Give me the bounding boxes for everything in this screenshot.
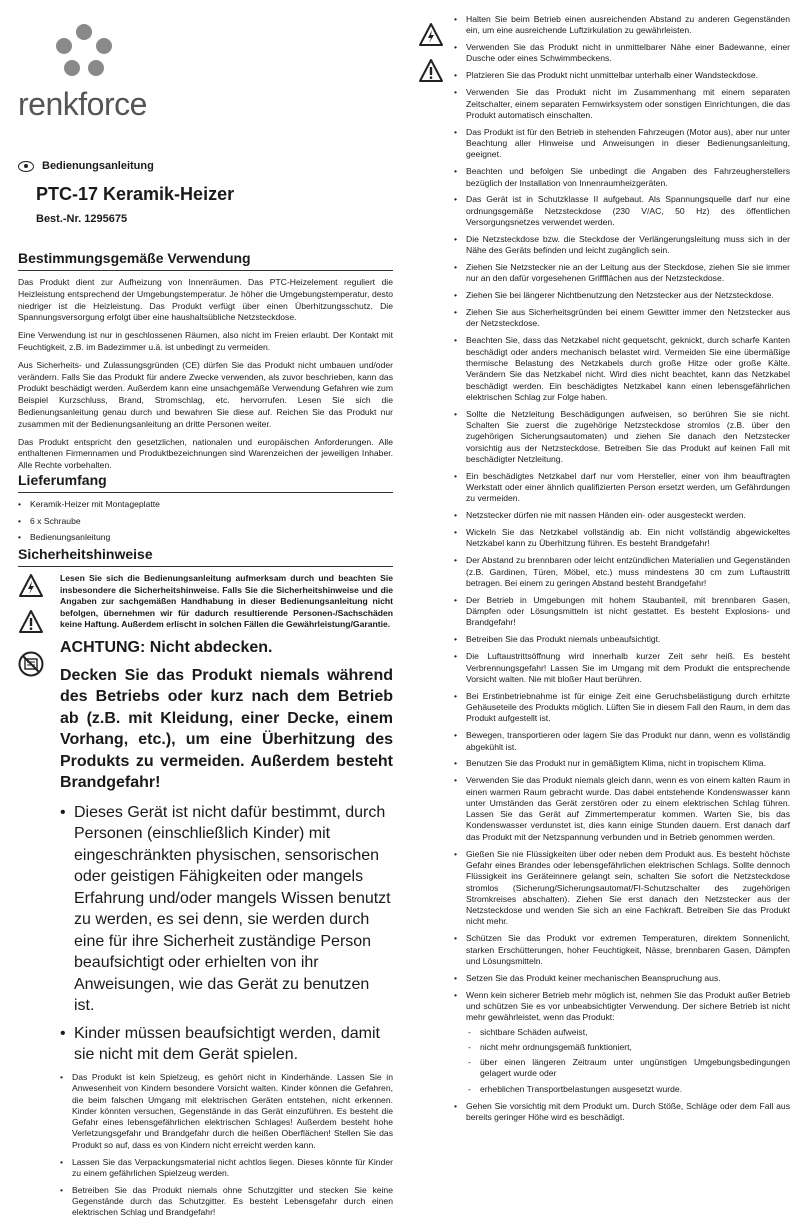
intended-use-section [18, 250, 393, 472]
list-item: • Keramik-Heizer mit Montageplatte [18, 499, 393, 511]
list-item: • Lassen Sie das Verpackungsmaterial nicht achtlos liegen. Dieses könnte für Kinder zu einem gefährlichen Spielzeug werden. [60, 1157, 393, 1180]
list-item: • Ziehen Sie aus Sicherheitsgründen bei einem Gewitter immer den Netzstecker aus der Netzsteckdose. [454, 307, 790, 330]
list-item: • Die Netzsteckdose bzw. die Steckdose der Verlängerungsleitung muss sich in der Nähe des Geräts befinden und leicht zugänglich sein. [454, 234, 790, 257]
big-safety-list [60, 802, 393, 1066]
left-column [18, 160, 393, 1218]
condition-item: - sichtbare Schäden aufweist, [466, 1027, 790, 1038]
renkforce-logo-icon [54, 20, 114, 78]
condition-item: - nicht mehr ordnungsgemäß funktioniert, [466, 1042, 790, 1053]
electric-hazard-icon [418, 22, 444, 48]
scope-heading: Lieferumfang [18, 472, 393, 493]
brand-logo [18, 20, 168, 130]
list-item: • Ein beschädigtes Netzkabel darf nur vom Hersteller, einer von ihm beauftragten Werkstatt oder einer ähnlich qualifizierten Person ersetzt werden, um Gefährdungen zu vermeiden. [454, 471, 790, 505]
eye-icon [18, 161, 34, 172]
right-warning-icons [418, 22, 448, 94]
warning-icons [18, 573, 48, 687]
list-item [454, 990, 790, 1095]
list-item: • Das Produkt ist für den Betrieb in stehenden Fahrzeugen (Motor aus), aber nur unter Beachtung aller Hinweise und Anweisungen in dieser Bedienungsanleitung, geeignet. [454, 127, 790, 161]
list-item: • Das Produkt ist kein Spielzeug, es gehört nicht in Kinderhände. Lassen Sie in Anwesenheit von Kindern besondere Vorsicht walten. Kinder können die Gefahren, die beim falschen Umgang mit elektrischen Geräten entstehen, nicht erkennen. Kinder könnten versuchen, Gegenstände in das Gerät einzuführen. Es besteht die Gefahr eines lebensgefährlichen elektrischen Schlages! Außerdem besteht hohe Verletzungsgefahr und Brandgefahr durch die heißen Oberflächen! Stellen Sie das Produkt so auf, dass es von Kindern nicht erreicht werden kann. [60, 1072, 393, 1151]
list-item: • Verwenden Sie das Produkt nicht im Zusammenhang mit einem separaten Zeitschalter, einem separaten Fernwirksystem oder sonstigen Einrichtungen, die das Produkt automatisch einschalten. [454, 87, 790, 121]
intended-use-heading: Bestimmungsgemäße Verwendung [18, 250, 393, 271]
list-item: • Benutzen Sie das Produkt nur in gemäßigtem Klima, nicht in tropischem Klima. [454, 758, 790, 769]
list-item: • Platzieren Sie das Produkt nicht unmittelbar unterhalb einer Wandsteckdose. [454, 70, 790, 81]
right-safety-list [454, 14, 790, 1123]
list-item: • Die Luftaustrittsöffnung wird innerhalb kurzer Zeit sehr heiß. Es besteht Verbrennungsgefahr! Lassen Sie im Umgang mit dem Produkt die entsprechende Vorsicht walten. Nie mit bloßer Haut berühren. [454, 651, 790, 685]
list-item: • Betreiben Sie das Produkt niemals unbeaufsichtigt. [454, 634, 790, 645]
list-item: • Bedienungsanleitung [18, 532, 393, 544]
scope-section [18, 472, 393, 549]
list-item: • Der Abstand zu brennbaren oder leicht entzündlichen Materialien und Gegenständen (z.B. Gardinen, Türen, Möbel, etc.) muss mindestens 30 cm zum Luftaustritt betragen. Bei einem zu geringen Abstand besteht Brandgefahr! [454, 555, 790, 589]
brand-name: renkforce [18, 86, 147, 122]
cover-warning: Decken Sie das Produkt niemals während des Betriebs oder kurz nach dem Betrieb ab (z.B. mit Kleidung, einer Decke, einem Vorhang, etc.), um eine Überhitzung des Produkts zu vermeiden. Außerdem besteht Brandgefahr! [60, 666, 393, 792]
list-item: • Netzstecker dürfen nie mit nassen Händen ein- oder ausgesteckt werden. [454, 510, 790, 521]
order-number: Best.-Nr. 1295675 [36, 213, 128, 225]
list-item: • Der Betrieb in Umgebungen mit hohem Staubanteil, mit brennbaren Gasen, Dämpfen oder Lösungsmitteln ist nicht gestattet. Es besteht Explosions- und Brandgefahr! [454, 595, 790, 629]
list-item: • Gießen Sie nie Flüssigkeiten über oder neben dem Produkt aus. Es besteht höchste Gefahr eines Brandes oder lebensgefährlichen elektrischen Schlags. Sollte dennoch Flüssigkeit ins Geräteinnere gelangt sein, schalten Sie sofort die Netzsteckdose stromlos (Sicherung/Sicherungsautomat/FI-Schutzschalter des zugehörigen Stromkreises abschalten). Ziehen Sie erst danach den Netzstecker aus der Netzsteckdose und wenden Sie sich an eine Fachkraft. Betreiben Sie das Produkt nicht mehr. [454, 849, 790, 928]
intended-use-paragraph: Das Produkt entspricht den gesetzlichen, nationalen und europäischen Anforderungen. Alle enthaltenen Firmennamen und Produktbezeichnungen sind Warenzeichen der jeweiligen Inhaber. Alle Rechte vorbehalten. [18, 436, 393, 471]
safety-intro: Lesen Sie sich die Bedienungsanleitung aufmerksam durch und beachten Sie insbesondere die Sicherheitshinweise. Falls Sie die Sicherheitshinweise und die Angaben zur sachgemäßen Handhabung in dieser Bedienungsanleitung nicht befolgen, übernehmen wir für dadurch resultierende Personen-/Sachschäden keine Haftung. Außerdem erlischt in solchen Fällen die Gewährleistung/Garantie. [60, 573, 393, 630]
list-item: • Verwenden Sie das Produkt nicht in unmittelbarer Nähe einer Badewanne, einer Dusche oder eines Schwimmbeckens. [454, 42, 790, 65]
condition-intro: Wenn kein sicherer Betrieb mehr möglich ist, nehmen Sie das Produkt außer Betrieb und schützen Sie es vor unbeabsichtigter Verwendung. Der sichere Betrieb ist nicht mehr gewährleistet, wenn das Produkt: [466, 989, 790, 1023]
warning-icon [18, 609, 44, 635]
electric-hazard-icon [18, 573, 44, 599]
condition-item: - über einen längeren Zeitraum unter ungünstigen Umgebungsbedingungen gelagert wurde oder [466, 1057, 790, 1080]
right-column [454, 14, 790, 1129]
list-item: • Halten Sie beim Betrieb einen ausreichenden Abstand zu anderen Gegenständen ein, um eine ausreichende Luftzirkulation zu gewährleisten. [454, 14, 790, 37]
condition-item: - erheblichen Transportbelastungen ausgesetzt wurde. [466, 1084, 790, 1095]
list-item: • Sollte die Netzleitung Beschädigungen aufweisen, so berühren Sie sie nicht. Schalten Sie zuerst die zugehörige Netzsteckdose stromlos (z.B. über den zugehörigen Sicherungsautomaten) und ziehen Sie danach den Netzstecker vorsichtig aus der Netzsteckdose. Betreiben Sie das Produkt auf keinen Fall mit beschädigter Netzleitung. [454, 409, 790, 465]
small-safety-list [60, 1072, 393, 1219]
condition-list [466, 1027, 790, 1095]
manual-label [18, 160, 393, 172]
intended-use-paragraph: Eine Verwendung ist nur in geschlossenen Räumen, also nicht im Freien erlaubt. Der Kontakt mit Feuchtigkeit, z.B. im Badezimmer u.ä. ist unbedingt zu vermeiden. [18, 330, 393, 352]
list-item: • Beachten und befolgen Sie unbedingt die Angaben des Fahrzeugherstellers bezüglich der Installation von Innenraumheizgeräten. [454, 166, 790, 189]
list-item: • Kinder müssen beaufsichtigt werden, damit sie nicht mit dem Gerät spielen. [60, 1023, 393, 1066]
list-item: • Ziehen Sie bei längerer Nichtbenutzung den Netzstecker aus der Netzsteckdose. [454, 290, 790, 301]
list-item: • Bewegen, transportieren oder lagern Sie das Produkt nur dann, wenn es vollständig abgekühlt ist. [454, 730, 790, 753]
safety-section [18, 546, 393, 1224]
list-item: • Schützen Sie das Produkt vor extremen Temperaturen, direktem Sonnenlicht, starken Erschütterungen, hoher Feuchtigkeit, Nässe, brennbaren Gasen, Dämpfen und Lösungsmitteln. [454, 933, 790, 967]
list-item: • Setzen Sie das Produkt keiner mechanischen Beanspruchung aus. [454, 973, 790, 984]
warning-icon [418, 58, 444, 84]
intended-use-paragraph: Das Produkt dient zur Aufheizung von Innenräumen. Das PTC-Heizelement reguliert die Heizleistung entsprechend der Umgebungstemperatur. Je höher die Umgebungstemperatur, desto niedriger ist die Heizleistung. Das Produkt verfügt über einen Überhitzungsschutz. Die Spannungsversorgung erfolgt über eine haushaltsübliche Netzsteckdose. [18, 277, 393, 323]
product-title: PTC-17 Keramik-Heizer [36, 184, 235, 204]
list-item: • 6 x Schraube [18, 516, 393, 528]
list-item: • Das Gerät ist in Schutzklasse II aufgebaut. Als Spannungsquelle darf nur eine ordnungsgemäße Netzsteckdose (230 V/AC, 50 Hz) des öffentlichen Versorgungsnetzes verwendet werden. [454, 194, 790, 228]
safety-heading: Sicherheitshinweise [18, 546, 393, 567]
list-item: • Beachten Sie, dass das Netzkabel nicht gequetscht, geknickt, durch scharfe Kanten beschädigt oder anders mechanisch belastet wird. Vermeiden Sie eine übermäßige thermische Belastung des Netzkabels durch große Hitze oder große Kälte. Verändern Sie das Netzkabel nicht. Wird dies nicht beachtet, kann das Netzkabel beschädigt werden. Ein beschädigtes Netzkabel kann einen lebensgefährlichen elektrischen Schlag zur Folge haben. [454, 335, 790, 403]
scope-list [18, 499, 393, 544]
list-item: • Bei Erstinbetriebnahme ist für einige Zeit eine Geruchsbelästigung durch erhitzte Gehäuseteile des Produkts möglich. Lüften Sie in diesem Fall den Raum, in dem das Produkt aufgestellt ist. [454, 691, 790, 725]
list-item: • Dieses Gerät ist nicht dafür bestimmt, durch Personen (einschließlich Kinder) mit eingeschränkten physischen, sensorischen oder geistigen Fähigkeiten oder mangels Erfahrung und/oder mangels Wissen benutzt zu werden, es sei denn, sie werden durch eine für ihre Sicherheit zuständige Person beaufsichtigt oder erhielten von ihr Anweisungen, wie das Gerät zu benutzen ist. [60, 802, 393, 1017]
list-item: • Betreiben Sie das Produkt niemals ohne Schutzgitter und stecken Sie keine Gegenstände durch das Schutzgitter. Es besteht Lebensgefahr durch einen elektrischen Schlag und Brandgefahr! [60, 1185, 393, 1219]
list-item: • Verwenden Sie das Produkt niemals gleich dann, wenn es von einem kalten Raum in einen warmen Raum gebracht wurde. Das dabei entstehende Kondenswasser kann unter Umständen das Gerät zerstören oder zu einem elektrischen Schlag führen. Lassen Sie das Gerät auf Zimmertemperatur kommen. Warten Sie, bis das Kondenswasser verdunstet ist, dies kann einige Stunden dauern. Erst danach darf das Produkt mit der Netzspannung verbunden und in Betrieb genommen werden. [454, 775, 790, 843]
list-item: • Gehen Sie vorsichtig mit dem Produkt um. Durch Stöße, Schläge oder dem Fall aus bereits geringer Höhe wird es beschädigt. [454, 1101, 790, 1124]
manual-label-text: Bedienungsanleitung [42, 160, 154, 172]
list-item: • Wickeln Sie das Netzkabel vollständig ab. Ein nicht vollständig abgewickeltes Netzkabel kann zu Überhitzung führen. Es besteht Brandgefahr! [454, 527, 790, 550]
list-item: • Ziehen Sie Netzstecker nie an der Leitung aus der Steckdose, ziehen Sie sie immer nur an den dafür vorgesehenen Griffflächen aus der Netzsteckdose. [454, 262, 790, 285]
intended-use-paragraph: Aus Sicherheits- und Zulassungsgründen (CE) dürfen Sie das Produkt nicht umbauen und/oder verändern. Falls Sie das Produkt für andere Zwecke verwenden, als zuvor beschrieben, kann das Produkt beschädigt werden. Außerdem kann eine unsachgemäße Verwendung Gefahren wie zum Beispiel Kurzschluss, Brand, Stromschlag, etc. hervorrufen. Lesen Sie sich die Bedienungsanleitung genau durch und bewahren Sie diese auf. Reichen Sie das Produkt nur zusammen mit der Bedienungsanleitung an dritte Personen weiter. [18, 359, 393, 429]
do-not-cover-icon [18, 651, 44, 677]
attention-heading: ACHTUNG: Nicht abdecken. [60, 638, 273, 656]
